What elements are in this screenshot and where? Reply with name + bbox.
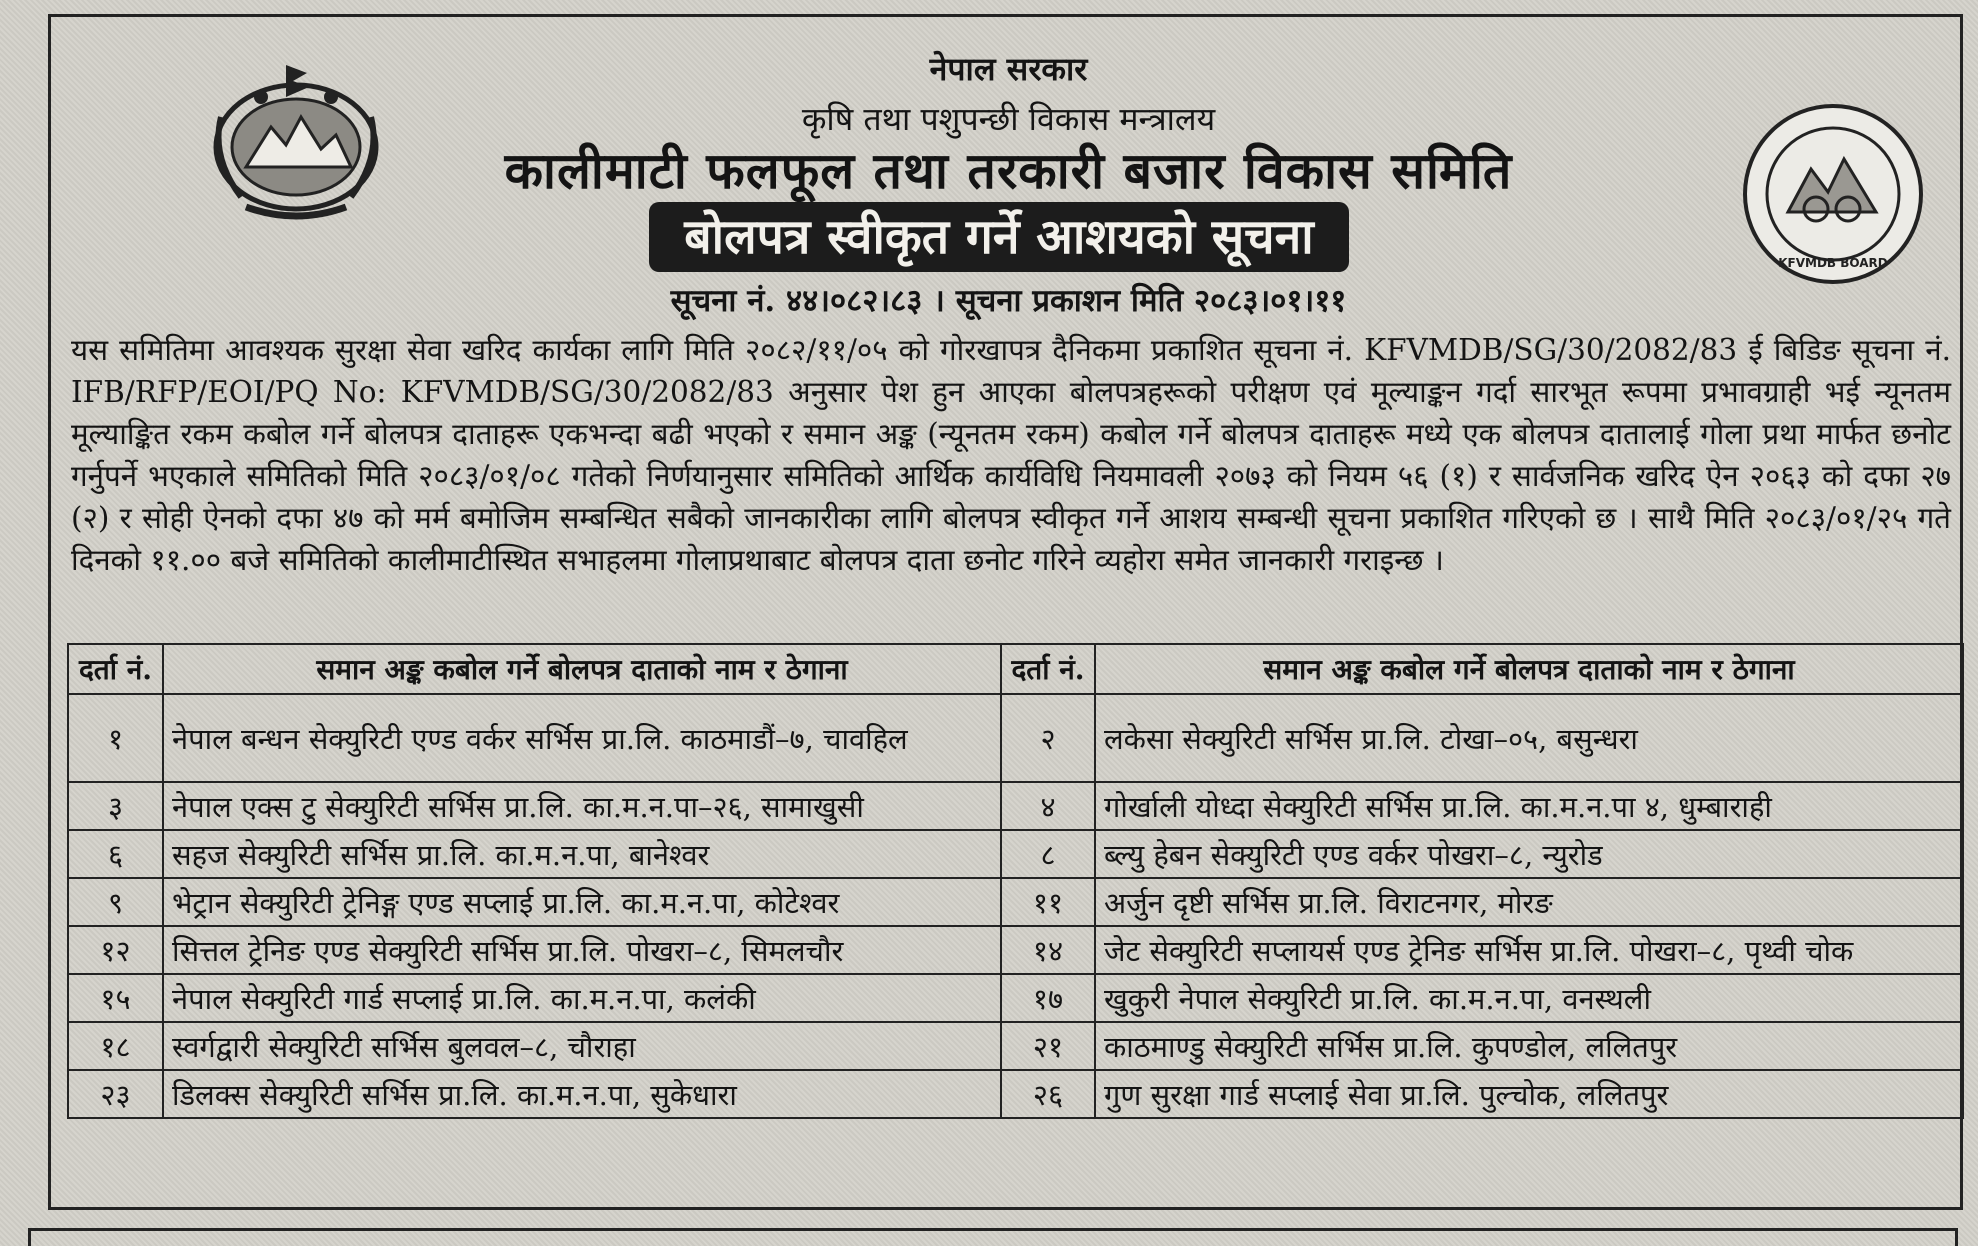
table-row [68,830,1963,878]
government-name: नेपाल सरकार [929,50,1088,88]
notice-reference: सूचना नं. ४४।०८२।८३ । सूचना प्रकाशन मिति २०८३।०१।११ [670,283,1347,319]
serial-cell: १४ [1001,926,1095,974]
table-row [68,694,1963,782]
table-row [68,974,1963,1022]
table-row [68,878,1963,926]
serial-cell: १५ [68,974,163,1022]
serial-cell: १७ [1001,974,1095,1022]
serial-header: दर्ता नं. [1001,644,1095,694]
ministry-name: कृषि तथा पशुपन्छी विकास मन्त्रालय [801,100,1216,138]
serial-cell: २६ [1001,1070,1095,1118]
bidder-cell: ब्ल्यु हेबन सेक्युरिटी एण्ड वर्कर पोखरा–८, न्युरोड [1095,830,1963,878]
bidders-table [67,643,1964,1119]
serial-cell: ३ [68,782,163,830]
serial-cell: ४ [1001,782,1095,830]
bidder-cell: अर्जुन दृष्टी सर्भिस प्रा.लि. विराटनगर, मोरङ [1095,878,1963,926]
table-row [68,1022,1963,1070]
serial-cell: २१ [1001,1022,1095,1070]
serial-cell: १२ [68,926,163,974]
table-header-row [68,644,1963,694]
serial-cell: १८ [68,1022,163,1070]
notice-box [48,14,1963,1210]
bidder-cell: भेट्रान सेक्युरिटी ट्रेनिङ्ग एण्ड सप्लाई प्रा.लि. का.म.न.पा, कोटेश्वर [163,878,1001,926]
bidder-cell: गोर्खाली योध्दा सेक्युरिटी सर्भिस प्रा.लि. का.म.न.पा ४, धुम्बाराही [1095,782,1963,830]
bidder-cell: डिलक्स सेक्युरिटी सर्भिस प्रा.लि. का.म.न.पा, सुकेधारा [163,1070,1001,1118]
notice-title: बोलपत्र स्वीकृत गर्ने आशयको सूचना [649,202,1349,272]
serial-cell: २३ [68,1070,163,1118]
next-notice-border [28,1228,1958,1246]
table-row [68,926,1963,974]
svg-text:KFVMDB BOARD: KFVMDB BOARD [1778,256,1888,270]
table-row [68,782,1963,830]
serial-cell: १ [68,694,163,782]
serial-cell: ८ [1001,830,1095,878]
bidder-cell: सहज सेक्युरिटी सर्भिस प्रा.लि. का.म.न.पा, बानेश्वर [163,830,1001,878]
bidder-cell: नेपाल सेक्युरिटी गार्ड सप्लाई प्रा.लि. का.म.न.पा, कलंकी [163,974,1001,1022]
serial-cell: ९ [68,878,163,926]
bidder-cell: खुकुरी नेपाल सेक्युरिटी प्रा.लि. का.म.न.पा, वनस्थली [1095,974,1963,1022]
name-header: समान अङ्क कबोल गर्ने बोलपत्र दाताको नाम र ठेगाना [1095,644,1963,694]
bidder-cell: स्वर्गद्वारी सेक्युरिटी सर्भिस बुलवल–८, चौराहा [163,1022,1001,1070]
serial-header: दर्ता नं. [68,644,163,694]
serial-cell: २ [1001,694,1095,782]
bidder-cell: सित्तल ट्रेनिङ एण्ड सेक्युरिटी सर्भिस प्रा.लि. पोखरा–८, सिमलचौर [163,926,1001,974]
bidder-cell: नेपाल एक्स टु सेक्युरिटी सर्भिस प्रा.लि. का.म.न.पा–२६, सामाखुसी [163,782,1001,830]
bidder-cell: गुण सुरक्षा गार्ड सप्लाई सेवा प्रा.लि. पुल्चोक, ललितपुर [1095,1070,1963,1118]
bidder-cell: जेट सेक्युरिटी सप्लायर्स एण्ड ट्रेनिङ सर्भिस प्रा.लि. पोखरा–८, पृथ्वी चोक [1095,926,1963,974]
notice-paragraph: यस समितिमा आवश्यक सुरक्षा सेवा खरिद कार्यका लागि मिति २०८२/११/०५ को गोरखापत्र दैनिकमा प्रकाशित सूचना नं. KFVMDB/SG/30/2082/83 ई बिडिङ सूचना नं. IFB/RFP/EOI/PQ No: KFVMDB/SG/30/2082/83 अनुसार पेश हुन आएका बोलपत्रहरूको परीक्षण एवं मूल्याङ्कन गर्दा सारभूत रूपमा प्रभावग्राही भई न्यूनतम मूल्याङ्कित रकम कबोल गर्ने बोलपत्र दाताहरू एकभन्दा बढी भएको र समान अङ्क (न्यूनतम रकम) कबोल गर्ने बोलपत्र दाताहरू मध्ये एक बोलपत्र दातालाई गोला प्रथा मार्फत छनोट गर्नुपर्ने भएकाले समितिको मिति २०८३/०१/०८ गतेको निर्णयानुसार समितिको आर्थिक कार्यविधि नियमावली २०७३ को नियम ५६ (१) र सार्वजनिक खरिद ऐन २०६३ को दफा २७ (२) र सोही ऐनको दफा ४७ को मर्म बमोजिम सम्बन्धित सबैको जानकारीका लागि बोलपत्र स्वीकृत गर्ने आशय सम्बन्धी सूचना प्रकाशित गरिएको छ । साथै मिति २०८३/०१/२५ गते दिनको ११.०० बजे समितिको कालीमाटीस्थित सभाहलमा गोलाप्रथाबाट बोलपत्र दाता छनोट गरिने व्यहोरा समेत जानकारी गराइन्छ । [71,333,1951,577]
committee-name: कालीमाटी फलफूल तथा तरकारी बजार विकास समिति [504,141,1513,200]
name-header: समान अङ्क कबोल गर्ने बोलपत्र दाताको नाम र ठेगाना [163,644,1001,694]
bidder-cell: लकेसा सेक्युरिटी सर्भिस प्रा.लि. टोखा–०५, बसुन्धरा [1095,694,1963,782]
serial-cell: ११ [1001,878,1095,926]
bidder-cell: नेपाल बन्धन सेक्युरिटी एण्ड वर्कर सर्भिस प्रा.लि. काठमाडौं–७, चावहिल [163,694,1001,782]
table-row [68,1070,1963,1118]
bidder-cell: काठमाण्डु सेक्युरिटी सर्भिस प्रा.लि. कुपण्डोल, ललितपुर [1095,1022,1963,1070]
serial-cell: ६ [68,830,163,878]
